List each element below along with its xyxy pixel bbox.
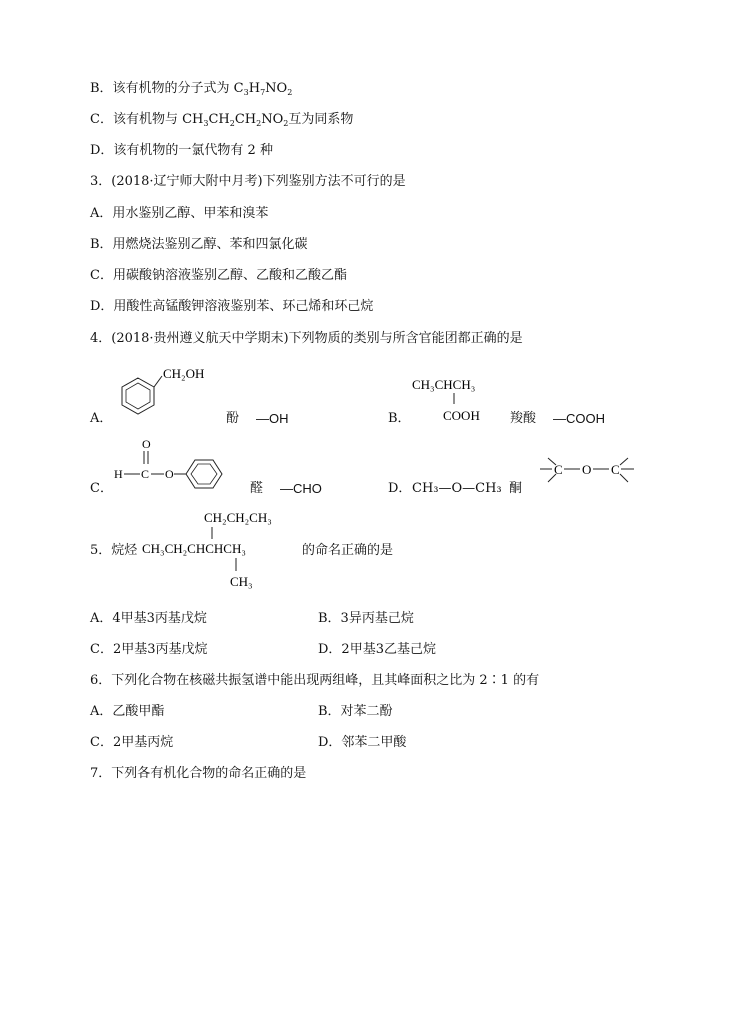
q4-option-a-class: 酚 <box>226 411 240 426</box>
phenyl-formate-structure <box>114 436 244 496</box>
q6-option-d: D．邻苯二甲酸 <box>318 735 407 750</box>
h-atom-label: H <box>114 467 123 481</box>
q4-option-a-letter: A． <box>90 411 113 426</box>
ch2oh-label: CH₂OH <box>163 366 205 381</box>
q6-option-c: C．2甲基丙烷 <box>90 735 174 750</box>
q4-option-d-class: 酮 <box>509 481 523 496</box>
q5-option-d: D．2甲基3乙基己烷 <box>318 642 436 657</box>
q5-option-c: C．2甲基3丙基戊烷 <box>90 642 208 657</box>
q4-option-d-formula: CH₃—O—CH₃ <box>412 481 502 496</box>
c-atom-label: C <box>141 467 150 481</box>
q4-option-c-group: —CHO <box>280 481 322 496</box>
struct-top-label: CH₃CHCH₃ <box>412 377 476 392</box>
q6-option-a: A．乙酸甲酯 <box>90 704 165 719</box>
q3-option-d: D．用酸性高锰酸钾溶液鉴别苯、环己烯和环己烷 <box>90 299 374 314</box>
q5-option-b: B．3异丙基己烷 <box>318 611 414 626</box>
q4-option-c-letter: C． <box>90 481 113 496</box>
q3-option-b: B．用燃烧法鉴别乙醇、苯和四氯化碳 <box>90 237 308 252</box>
q6-stem: 6．下列化合物在核磁共振氢谱中能出现两组峰，且其峰面积之比为 2∶1 的有 <box>90 673 540 688</box>
alkane-main-chain: CH₃CH₂CHCHCH₃ <box>142 541 246 556</box>
q2-option-d: D．该有机物的一氯代物有 2 种 <box>90 143 273 158</box>
q6-option-b: B．对苯二酚 <box>318 704 393 719</box>
benzyl-alcohol-structure <box>110 362 220 424</box>
q5-label: 5．烷烃 <box>90 543 138 558</box>
q2-option-b: B．该有机物的分子式为 $C_3H_7NO_2$ <box>90 81 293 97</box>
alkane-bottom-branch: CH₃ <box>230 574 253 589</box>
ester-o-label: O <box>165 467 174 481</box>
q4-option-b-group: —COOH <box>553 411 605 426</box>
q4-option-b-class: 羧酸 <box>510 411 537 426</box>
q4-option-d-letter: D． <box>388 481 412 496</box>
q3-option-c: C．用碳酸钠溶液鉴别乙醇、乙酸和乙酸乙酯 <box>90 268 347 283</box>
struct-bottom-label: COOH <box>443 408 480 423</box>
q5-option-a: A．4甲基3丙基戊烷 <box>90 611 207 626</box>
carbonyl-o-label: O <box>142 437 151 451</box>
q4-option-b-letter: B． <box>388 411 411 426</box>
isobutyric-acid-structure <box>412 374 502 424</box>
q3-stem: 3．(2018·辽宁师大附中月考)下列鉴别方法不可行的是 <box>90 174 406 189</box>
q4-option-a-group: —OH <box>256 411 289 426</box>
ketone-group-structure <box>538 452 638 492</box>
ether-o-label: O <box>582 462 592 477</box>
alkane-top-branch: CH₂CH₂CH₃ <box>204 510 272 525</box>
q7-stem: 7．下列各有机化合物的命名正确的是 <box>90 766 307 781</box>
q2-option-c: C．该有机物与 $CH_3CH_2CH_2NO_2$互为同系物 <box>90 112 354 128</box>
q4-stem: 4．(2018·贵州遵义航天中学期末)下列物质的类别与所含官能团都正确的是 <box>90 331 523 346</box>
q3-option-a: A．用水鉴别乙醇、甲苯和溴苯 <box>90 206 269 221</box>
ether-c2-label: C <box>611 462 620 477</box>
ether-c1-label: C <box>554 462 563 477</box>
alkane-structure <box>142 506 302 590</box>
q4-option-c-class: 醛 <box>250 481 264 496</box>
q5-suffix: 的命名正确的是 <box>302 543 394 558</box>
